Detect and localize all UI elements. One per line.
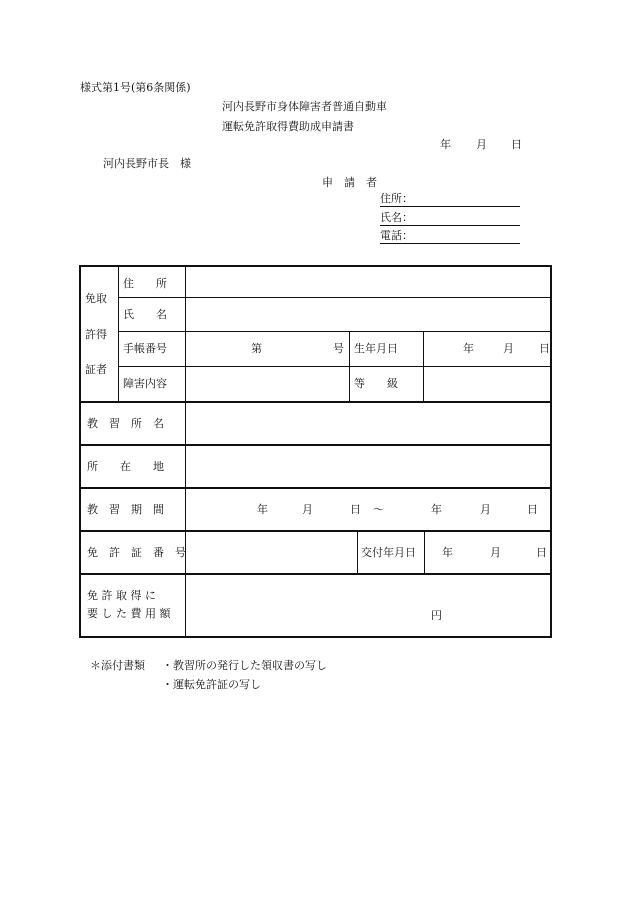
date-month: 月 xyxy=(476,138,487,151)
date-day: 日 xyxy=(511,138,522,151)
period-start-month: 月 xyxy=(302,503,313,516)
period-label: 教 習 期 間 xyxy=(87,503,164,516)
applicant-name-field[interactable] xyxy=(380,212,520,226)
form-number: 様式第1号(第6条関係) xyxy=(80,81,191,94)
title-line-1: 河内長野市身体障害者普通自動車 xyxy=(222,100,387,113)
handbook-dai: 第 xyxy=(251,342,262,355)
handbook-number-label: 手帳番号 xyxy=(123,342,167,355)
license-number-input[interactable] xyxy=(187,533,356,572)
license-number-label: 免 許 証 番 号 xyxy=(87,546,186,559)
school-name-label: 教 習 所 名 xyxy=(87,417,164,430)
period-start-year: 年 xyxy=(257,503,268,516)
applicant-label: 申 請 者 xyxy=(322,176,377,189)
period-end-day: 日 xyxy=(527,503,538,516)
attachment-item-2: ・運転免許証の写し xyxy=(162,678,261,691)
period-input[interactable] xyxy=(187,490,550,529)
disability-input[interactable] xyxy=(187,368,348,400)
location-input[interactable] xyxy=(187,447,550,486)
school-name-input[interactable] xyxy=(187,404,550,443)
application-table xyxy=(79,265,552,638)
issue-year: 年 xyxy=(442,546,453,559)
attachments-label: ＊添付書類 xyxy=(90,659,145,672)
issue-day: 日 xyxy=(536,546,547,559)
period-end-month: 月 xyxy=(480,503,491,516)
period-end-year: 年 xyxy=(431,503,442,516)
date-year: 年 xyxy=(440,138,451,151)
issue-date-label: 交付年月日 xyxy=(361,546,416,559)
handbook-number-input[interactable] xyxy=(187,333,348,365)
period-separator: ～ xyxy=(373,503,384,516)
yen-unit: 円 xyxy=(431,609,442,622)
birth-date-label: 生年月日 xyxy=(354,342,398,355)
birth-date-input[interactable] xyxy=(425,333,550,365)
applicant-phone-label: 電話： xyxy=(380,229,413,242)
name-label: 氏 名 xyxy=(123,308,167,321)
cost-label-line2: 要 し た 費 用 額 xyxy=(87,607,171,620)
cost-input[interactable] xyxy=(187,576,550,636)
license-holder-label-1: 免取 xyxy=(85,292,107,305)
applicant-address-label: 住所： xyxy=(380,192,413,205)
birth-year: 年 xyxy=(463,342,474,355)
name-input[interactable] xyxy=(187,299,550,330)
issue-date-input[interactable] xyxy=(426,533,550,572)
disability-label: 障害内容 xyxy=(123,377,167,390)
title-line-2: 運転免許取得費助成申請書 xyxy=(222,120,354,133)
applicant-phone-field[interactable] xyxy=(380,230,520,244)
address-label: 住 所 xyxy=(123,277,167,290)
cost-label-line1: 免 許 取 得 に xyxy=(87,589,156,602)
license-holder-label-3: 証者 xyxy=(85,363,107,376)
issue-month: 月 xyxy=(490,546,501,559)
grade-label: 等 級 xyxy=(354,377,398,390)
handbook-gou: 号 xyxy=(333,342,344,355)
period-start-day: 日 xyxy=(350,503,361,516)
location-label: 所 在 地 xyxy=(87,460,164,473)
birth-day: 日 xyxy=(539,342,550,355)
birth-month: 月 xyxy=(503,342,514,355)
applicant-name-label: 氏名： xyxy=(380,211,413,224)
address-input[interactable] xyxy=(187,269,550,296)
attachment-item-1: ・教習所の発行した領収書の写し xyxy=(162,659,327,672)
applicant-address-field[interactable] xyxy=(380,193,520,207)
grade-input[interactable] xyxy=(425,368,550,400)
addressee: 河内長野市長 様 xyxy=(103,157,191,170)
license-holder-label-2: 許得 xyxy=(85,328,107,341)
